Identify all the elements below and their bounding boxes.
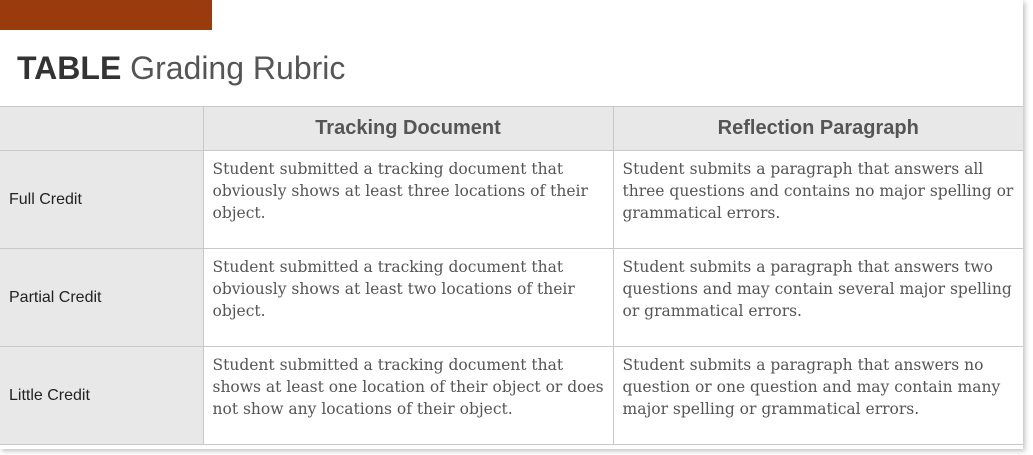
table-title — [17, 48, 345, 88]
table-cell: Student submits a paragraph that answers no question or one question and may contain many major spelling or grammatical errors. — [613, 347, 1023, 445]
table-row — [0, 151, 1023, 249]
header-cell-empty — [0, 107, 203, 151]
table-row — [0, 347, 1023, 445]
table-title-label: TABLE — [17, 50, 122, 86]
table-header-row — [0, 107, 1023, 151]
accent-bar — [0, 0, 212, 30]
table-title-text: Grading Rubric — [130, 50, 346, 86]
header-cell-tracking-document: Tracking Document — [203, 107, 613, 151]
grading-rubric-table — [0, 106, 1023, 445]
header-cell-reflection-paragraph: Reflection Paragraph — [613, 107, 1023, 151]
row-label-little-credit: Little Credit — [0, 347, 203, 445]
table-cell: Student submitted a tracking document that obviously shows at least three locations of their object. — [203, 151, 613, 249]
row-label-partial-credit: Partial Credit — [0, 249, 203, 347]
table-cell: Student submits a paragraph that answers all three questions and contains no major spelling or grammatical errors. — [613, 151, 1023, 249]
row-label-full-credit: Full Credit — [0, 151, 203, 249]
table-row — [0, 249, 1023, 347]
table-cell: Student submitted a tracking document that obviously shows at least two locations of their object. — [203, 249, 613, 347]
table-cell: Student submits a paragraph that answers two questions and may contain several major spelling or grammatical errors. — [613, 249, 1023, 347]
table-cell: Student submitted a tracking document that shows at least one location of their object or does not show any locations of their object. — [203, 347, 613, 445]
